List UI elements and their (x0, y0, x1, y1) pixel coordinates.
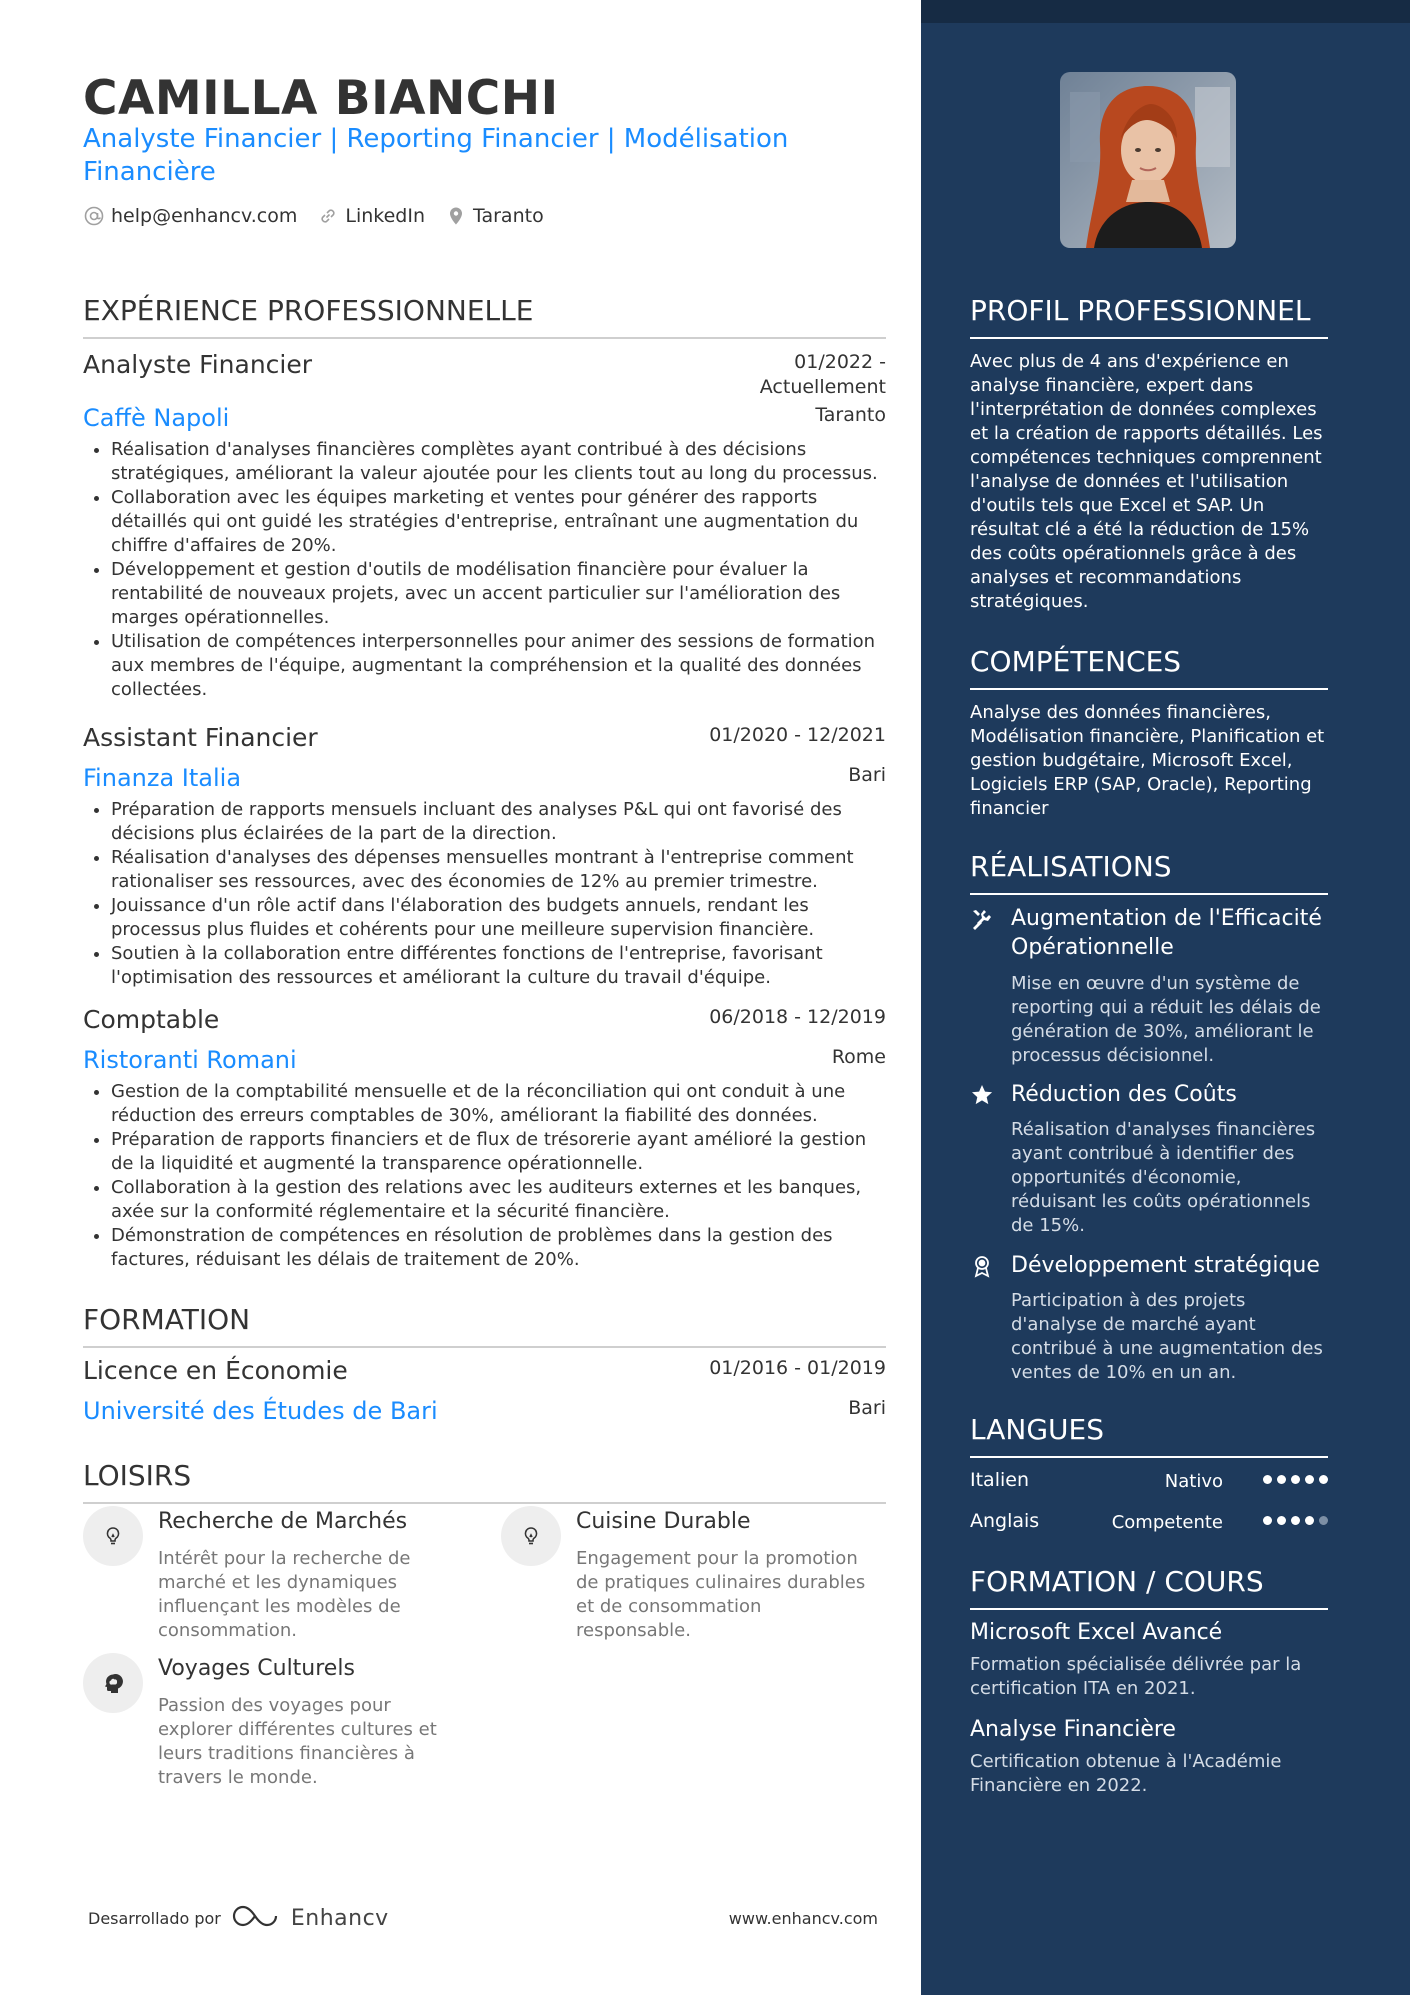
hobbies-heading: LOISIRS (83, 1459, 886, 1504)
job-bullets (83, 438, 886, 702)
lightbulb-icon (501, 1506, 561, 1566)
award-icon (970, 1254, 994, 1278)
job-bullet: • Gestion de la comptabilité mensuelle et de la réconciliation qui ont conduit à une réduction des erreurs comptables de 30%, améliorant la fiabilité des données. (111, 1080, 886, 1128)
education-entry (83, 1356, 886, 1425)
hobby-title: Voyages Culturels (158, 1656, 355, 1681)
job-bullet: • Préparation de rapports financiers et de flux de trésorerie ayant amélioré la gestion de la liquidité et augmenté la transparence opérationnelle. (111, 1128, 886, 1176)
profile-photo (1060, 72, 1236, 248)
at-icon (83, 205, 105, 227)
language-level: Competente (1111, 1512, 1223, 1533)
education-dates: 01/2016 - 01/2019 (709, 1357, 886, 1379)
profile-heading: PROFIL PROFESSIONNEL (970, 294, 1328, 339)
contact-location (445, 205, 544, 227)
achievement-title: Développement stratégique (1011, 1253, 1320, 1278)
job-location: Bari (848, 764, 886, 786)
achievement-title: Réduction des Coûts (1011, 1082, 1237, 1107)
website-link[interactable]: www.enhancv.com (728, 1908, 878, 1928)
language-name: Anglais (970, 1510, 1040, 1532)
job-bullet: • Collaboration avec les équipes marketing et ventes pour générer des rapports détaillés qui ont guidé les stratégies d'entreprise, entraînant une augmentation du chiffre d'affaires de 20%. (111, 486, 886, 558)
education-heading: FORMATION (83, 1303, 886, 1348)
enhancv-logo-icon (231, 1903, 281, 1933)
rating-dot (1277, 1475, 1286, 1484)
rating-dot (1319, 1475, 1328, 1484)
hobby-desc: Passion des voyages pour explorer différentes cultures et leurs traditions financières à travers le monde. (158, 1695, 437, 1788)
job-role: Assistant Financier (83, 723, 318, 752)
achievements-heading: RÉALISATIONS (970, 850, 1328, 895)
job-company: Finanza Italia (83, 764, 242, 792)
skills-text: Analyse des données financières, Modélisation financière, Planification et gestion budgétaire, Microsoft Excel, Logiciels ERP (SAP, Oracle), Reporting financier (970, 702, 1325, 819)
rating-dot (1277, 1516, 1286, 1525)
language-rating (1263, 1516, 1328, 1525)
course-desc: Formation spécialisée délivrée par la certification ITA en 2021. (970, 1654, 1302, 1699)
sidebar-top-band (921, 0, 1410, 23)
language-rating (1263, 1475, 1328, 1484)
job-role: Comptable (83, 1005, 220, 1034)
map-pin-icon (445, 205, 467, 227)
candidate-name: CAMILLA BIANCHI (83, 71, 559, 126)
job-dates: 06/2018 - 12/2019 (709, 1006, 886, 1028)
job-entry (83, 1005, 886, 1272)
course-item (970, 1717, 1330, 1798)
courses-heading: FORMATION / COURS (970, 1565, 1328, 1610)
job-bullet: • Réalisation d'analyses financières complètes ayant contribué à des décisions stratégiques, améliorant la valeur ajoutée pour les clients tout au long du processus. (111, 438, 886, 486)
rating-dot (1263, 1475, 1272, 1484)
education-school: Université des Études de Bari (83, 1397, 438, 1425)
course-title: Microsoft Excel Avancé (970, 1620, 1223, 1645)
education-location: Bari (848, 1397, 886, 1419)
language-item (970, 1510, 1328, 1540)
job-dates: 01/2020 - 12/2021 (709, 724, 886, 746)
job-bullet: • Collaboration à la gestion des relations avec les auditeurs externes et les banques, axée sur la conformité réglementaire et la sécurité financière. (111, 1176, 886, 1224)
email-text: help@enhancv.com (111, 205, 298, 227)
contact-email[interactable] (83, 205, 297, 227)
lightbulb-icon (83, 1506, 143, 1566)
linkedin-text: LinkedIn (345, 205, 426, 227)
job-entry (83, 350, 886, 702)
course-title: Analyse Financière (970, 1717, 1176, 1742)
achievement-desc: Mise en œuvre d'un système de reporting qui a réduit les délais de génération de 30%, améliorant le processus décisionnel. (1011, 973, 1321, 1066)
rating-dot (1291, 1475, 1300, 1484)
achievement-desc: Réalisation d'analyses financières ayant contribué à identifier des opportunités d'économie, réduisant les coûts opérationnels de 15%. (1011, 1119, 1316, 1236)
course-desc: Certification obtenue à l'Académie Financière en 2022. (970, 1751, 1282, 1796)
education-degree: Licence en Économie (83, 1356, 348, 1385)
achievement-title: Augmentation de l'Efficacité Opérationnelle (1011, 906, 1322, 960)
language-name: Italien (970, 1469, 1029, 1491)
job-bullet: • Démonstration de compétences en résolution de problèmes dans la gestion des factures, réduisant les délais de traitement de 20%. (111, 1224, 886, 1272)
contact-bar (83, 205, 544, 227)
hobby-desc: Intérêt pour la recherche de marché et les dynamiques influençant les modèles de consommation. (158, 1548, 411, 1641)
head-brain-icon (83, 1653, 143, 1713)
languages-heading: LANGUES (970, 1413, 1328, 1458)
profile-text: Avec plus de 4 ans d'expérience en analyse financière, expert dans l'interprétation de données complexes et la création de rapports détaillés. Les compétences techniques comprennent l'analyse de données et l'utilisation d'outils tels que Excel et SAP. Un résultat clé a été la réduction de 15% des coûts opérationnels grâce à des analyses et recommandations stratégiques. (970, 351, 1323, 612)
job-bullet: • Réalisation d'analyses des dépenses mensuelles montrant à l'entreprise comment rationaliser ses ressources, avec des économies de 12% au premier trimestre. (111, 846, 886, 894)
hobby-desc: Engagement pour la promotion de pratiques culinaires durables et de consommation responsable. (576, 1548, 866, 1641)
job-bullet: • Soutien à la collaboration entre différentes fonctions de l'entreprise, favorisant l'optimisation des ressources et améliorant la culture du travail d'équipe. (111, 942, 886, 990)
rating-dot (1305, 1516, 1314, 1525)
rating-dot (1291, 1516, 1300, 1525)
hobby-title: Recherche de Marchés (158, 1509, 408, 1534)
contact-linkedin[interactable] (317, 205, 425, 227)
job-bullets (83, 798, 886, 990)
job-bullet: • Jouissance d'un rôle actif dans l'élaboration des budgets annuels, rendant les processus plus fluides et cohérents pour une meilleure supervision financière. (111, 894, 886, 942)
star-icon (970, 1083, 994, 1107)
language-level: Nativo (1164, 1471, 1223, 1492)
experience-heading: EXPÉRIENCE PROFESSIONNELLE (83, 294, 886, 339)
skills-heading: COMPÉTENCES (970, 645, 1328, 690)
job-role: Analyste Financier (83, 350, 313, 379)
job-dates: 01/2022 - Actuellement (759, 351, 886, 398)
rating-dot (1263, 1516, 1272, 1525)
brand-name: Enhancv (290, 1905, 389, 1931)
achievement-desc: Participation à des projets d'analyse de marché ayant contribué à une augmentation des ventes de 10% en un an. (1011, 1290, 1323, 1383)
course-item (970, 1620, 1330, 1701)
job-location: Rome (831, 1046, 886, 1068)
rating-dot (1319, 1516, 1328, 1525)
job-company: Ristoranti Romani (83, 1046, 297, 1074)
powered-by (88, 1903, 389, 1933)
job-company: Caffè Napoli (83, 404, 230, 432)
job-bullet: • Préparation de rapports mensuels incluant des analyses P&L qui ont favorisé des décisions plus éclairées de la part de la direction. (111, 798, 886, 846)
job-bullet: • Développement et gestion d'outils de modélisation financière pour évaluer la rentabilité de nouveaux projets, avec un accent particulier sur l'amélioration des marges opérationnelles. (111, 558, 886, 630)
job-entry (83, 723, 886, 990)
job-bullet: • Utilisation de compétences interpersonnelles pour animer des sessions de formation aux membres de l'équipe, augmentant la compréhension et la qualité des données collectées. (111, 630, 886, 702)
candidate-title: Analyste Financier | Reporting Financier | Modélisation Financière (83, 124, 789, 187)
location-text: Taranto (473, 205, 544, 227)
tools-icon (970, 907, 994, 931)
footer (88, 1903, 878, 1933)
link-icon (317, 205, 339, 227)
job-location: Taranto (815, 404, 886, 426)
language-item (970, 1469, 1328, 1499)
hobby-title: Cuisine Durable (576, 1509, 751, 1534)
job-bullets (83, 1080, 886, 1272)
powered-by-label: Desarrollado por (88, 1908, 221, 1928)
rating-dot (1305, 1475, 1314, 1484)
